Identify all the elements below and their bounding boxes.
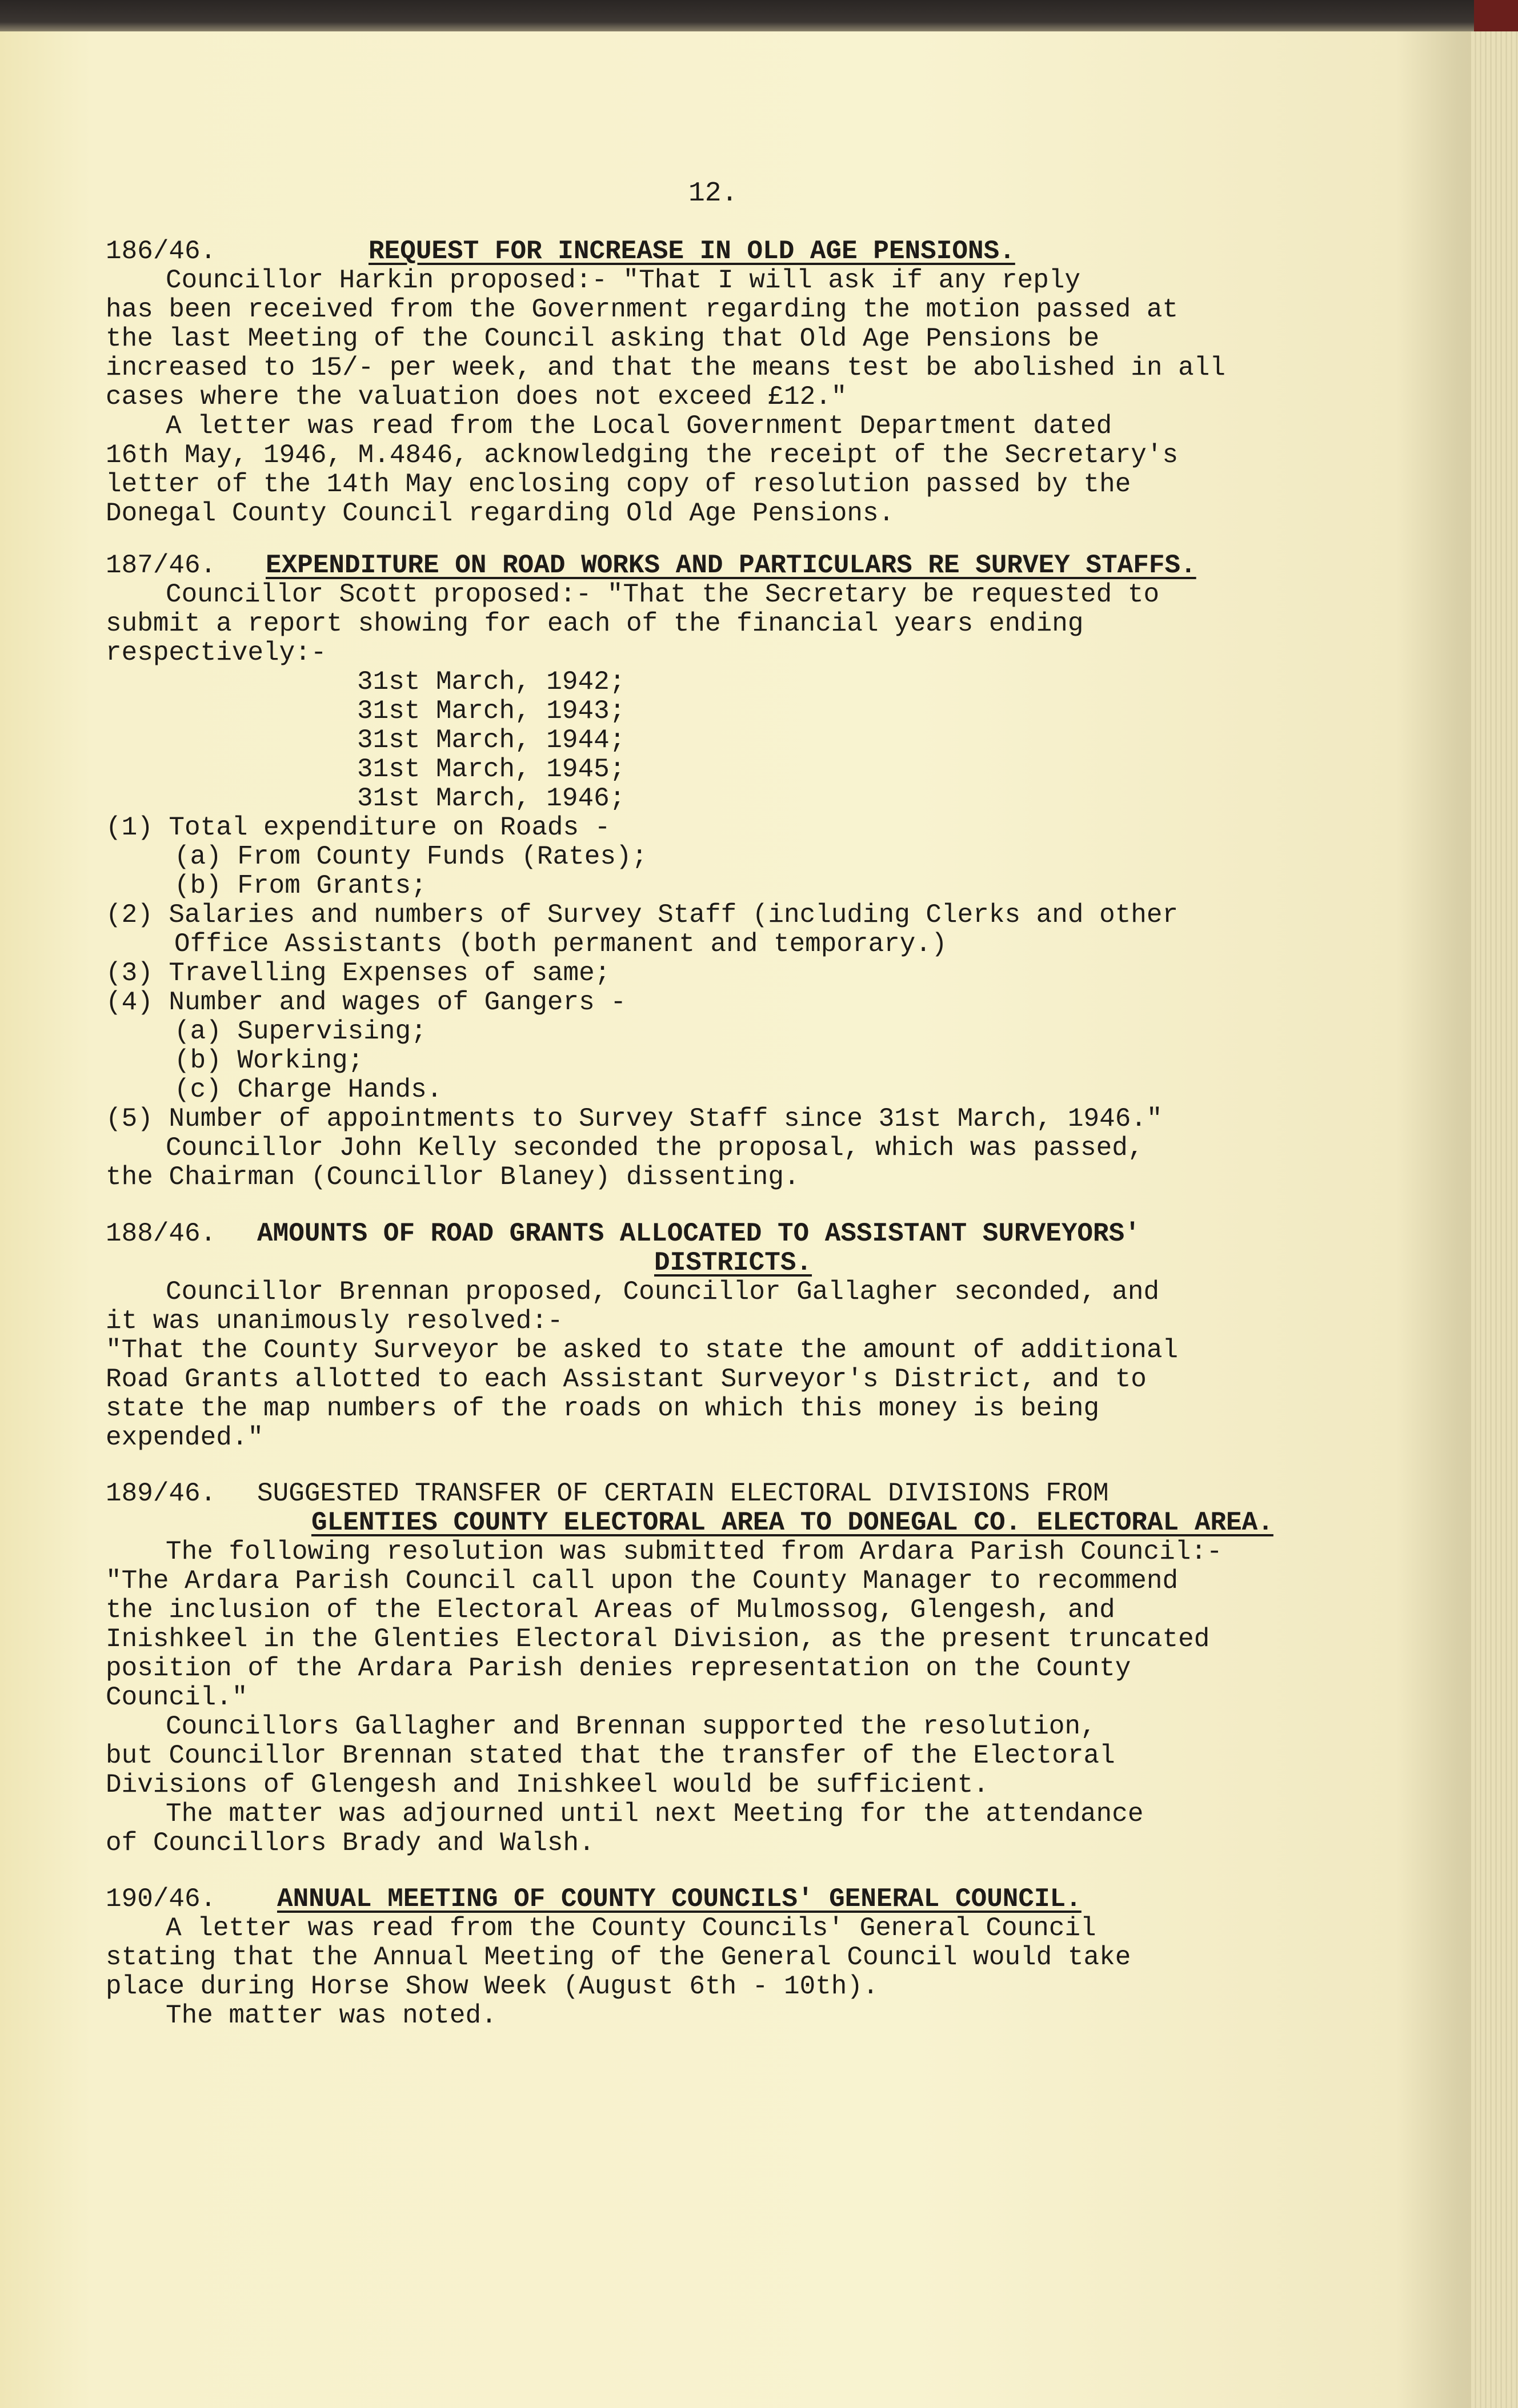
text-line: but Councillor Brennan stated that the transfer of the Electoral: [106, 1741, 1115, 1771]
minute-number: 188/46.: [106, 1219, 217, 1249]
year-line: 31st March, 1942;: [357, 667, 626, 697]
text-line: stating that the Annual Meeting of the General Council would take: [106, 1943, 1131, 1972]
minute-heading-line2: DISTRICTS.: [654, 1248, 812, 1278]
minute-190: [106, 1885, 1380, 2030]
text-line: it was unanimously resolved:-: [106, 1306, 563, 1336]
book-spine-edge: [1471, 31, 1518, 2408]
minute-number: 190/46.: [106, 1884, 217, 1914]
minute-number: 187/46.: [106, 551, 217, 580]
year-line: 31st March, 1943;: [357, 696, 626, 726]
text-line: Councillor Scott proposed:- "That the Secretary be requested to: [166, 580, 1160, 609]
text-line: Donegal County Council regarding Old Age Pensions.: [106, 499, 895, 528]
minute-heading: REQUEST FOR INCREASE IN OLD AGE PENSIONS.: [369, 236, 1015, 266]
text-line: the inclusion of the Electoral Areas of Mulmossog, Glengesh, and: [106, 1595, 1115, 1625]
list-subitem: (b) From Grants;: [174, 871, 427, 901]
list-item: (3) Travelling Expenses of same;: [106, 958, 611, 988]
text-line: Road Grants allotted to each Assistant Surveyor's District, and to: [106, 1364, 1147, 1394]
text-line: Councillor Harkin proposed:- "That I will ask if any reply: [166, 266, 1081, 295]
text-line: "That the County Surveyor be asked to state the amount of additional: [106, 1335, 1179, 1365]
text-line: 16th May, 1946, M.4846, acknowledging the receipt of the Secretary's: [106, 440, 1179, 470]
scan-top-edge: [0, 0, 1518, 31]
year-line: 31st March, 1945;: [357, 754, 626, 784]
list-subitem: (a) Supervising;: [174, 1017, 427, 1046]
text-line: submit a report showing for each of the financial years ending: [106, 609, 1084, 639]
minute-187: [106, 551, 1380, 1192]
minute-186: [106, 237, 1380, 528]
list-subitem: (b) Working;: [174, 1046, 364, 1075]
text-line: respectively:-: [106, 638, 327, 668]
text-line: The matter was adjourned until next Meeting for the attendance: [166, 1799, 1144, 1829]
text-line: A letter was read from the Local Government Department dated: [166, 411, 1112, 441]
list-item-continuation: Office Assistants (both permanent and temporary.): [174, 929, 947, 959]
text-line: letter of the 14th May enclosing copy of resolution passed by the: [106, 469, 1131, 499]
minute-188: [106, 1219, 1380, 1452]
year-line: 31st March, 1944;: [357, 725, 626, 755]
text-line: Councillor Brennan proposed, Councillor Gallagher seconded, and: [166, 1277, 1160, 1307]
minute-number: 186/46.: [106, 236, 217, 266]
list-subitem: (a) From County Funds (Rates);: [174, 842, 648, 872]
text-line: expended.": [106, 1423, 264, 1452]
text-line: the last Meeting of the Council asking that Old Age Pensions be: [106, 324, 1100, 354]
text-line: position of the Ardara Parish denies representation on the County: [106, 1654, 1131, 1683]
minute-heading-line2: GLENTIES COUNTY ELECTORAL AREA TO DONEGAL CO. ELECTORAL AREA.: [311, 1508, 1273, 1538]
text-line: state the map numbers of the roads on which this money is being: [106, 1394, 1100, 1423]
text-line: Councillors Gallagher and Brennan supported the resolution,: [166, 1712, 1096, 1741]
minute-heading-line1: SUGGESTED TRANSFER OF CERTAIN ELECTORAL DIVISIONS FROM: [257, 1479, 1109, 1508]
text-line: has been received from the Government regarding the motion passed at: [106, 295, 1179, 324]
year-line: 31st March, 1946;: [357, 784, 626, 813]
text-line: A letter was read from the County Councils' General Council: [166, 1913, 1096, 1943]
list-subitem: (c) Charge Hands.: [174, 1075, 443, 1105]
minute-heading-line1: AMOUNTS OF ROAD GRANTS ALLOCATED TO ASSISTANT SURVEYORS': [257, 1219, 1140, 1249]
minute-189: [106, 1479, 1380, 1858]
text-line: the Chairman (Councillor Blaney) dissenting.: [106, 1162, 800, 1192]
text-line: Councillor John Kelly seconded the proposal, which was passed,: [166, 1133, 1144, 1163]
text-line: The matter was noted.: [166, 2001, 497, 2030]
text-line: of Councillors Brady and Walsh.: [106, 1828, 595, 1858]
list-item: (5) Number of appointments to Survey Staff since 31st March, 1946.": [106, 1104, 1163, 1134]
text-line: cases where the valuation does not exceed £12.": [106, 382, 847, 412]
minute-number: 189/46.: [106, 1479, 217, 1508]
text-line: "The Ardara Parish Council call upon the County Manager to recommend: [106, 1566, 1179, 1596]
text-line: Council.": [106, 1683, 248, 1712]
page-number: 12.: [688, 178, 738, 209]
minute-heading: EXPENDITURE ON ROAD WORKS AND PARTICULARS RE SURVEY STAFFS.: [266, 551, 1196, 580]
list-item: (4) Number and wages of Gangers -: [106, 988, 626, 1017]
text-line: place during Horse Show Week (August 6th - 10th).: [106, 1972, 879, 2001]
text-line: Divisions of Glengesh and Inishkeel would be sufficient.: [106, 1770, 989, 1800]
book-cover-corner: [1474, 0, 1518, 34]
list-item: (1) Total expenditure on Roads -: [106, 813, 611, 842]
text-line: increased to 15/- per week, and that the means test be abolished in all: [106, 353, 1225, 383]
list-item: (2) Salaries and numbers of Survey Staff (including Clerks and other: [106, 900, 1179, 930]
text-line: Inishkeel in the Glenties Electoral Division, as the present truncated: [106, 1624, 1210, 1654]
minute-heading: ANNUAL MEETING OF COUNTY COUNCILS' GENERAL COUNCIL.: [277, 1884, 1082, 1914]
text-line: The following resolution was submitted from Ardara Parish Council:-: [166, 1537, 1223, 1567]
